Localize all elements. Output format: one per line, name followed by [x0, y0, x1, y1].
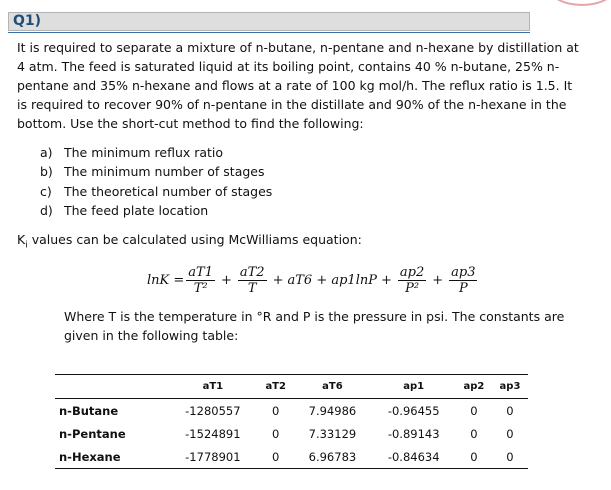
row-label: n-Hexane [59, 449, 121, 464]
table-cell: 0 [506, 426, 514, 441]
equation-middle-term: aT6 + ap1lnP [287, 272, 377, 288]
table-cell: -1524891 [185, 426, 241, 441]
where-line: given in the following table: [64, 328, 239, 343]
list-item [40, 201, 272, 220]
k-values-statement [17, 232, 362, 251]
table-cell: -0.89143 [387, 426, 440, 441]
header-underline [8, 32, 530, 33]
table-cell: -1280557 [185, 403, 241, 418]
list-text: The minimum reflux ratio [64, 145, 224, 160]
problem-line: pentane and 35% n-hexane and flows at a rate of 100 kg mol/h. The reflux ratio is 1.5. It [17, 78, 573, 93]
list-text: The theoretical number of stages [64, 183, 273, 199]
k-values-text: values can be calculated using McWilliams equation: [27, 232, 362, 247]
table-header-row [55, 375, 528, 399]
table-cell: -0.84634 [387, 449, 440, 464]
table-cell: 0 [470, 403, 478, 418]
fraction-term [449, 265, 477, 296]
question-header-bar [8, 12, 530, 31]
problem-line: 4 atm. The feed is saturated liquid at its boiling point, contains 40 % n-butane, 25% n- [17, 59, 560, 74]
problem-statement [17, 38, 577, 133]
fraction-term [398, 265, 426, 296]
plus-sign: + [432, 272, 444, 288]
problem-line: bottom. Use the short-cut method to find the following: [17, 116, 364, 131]
where-statement [64, 307, 584, 345]
problem-line: It is required to separate a mixture of n-butane, n-pentane and n-hexane by distillation at [17, 40, 579, 55]
where-line: Where T is the temperature in °R and P is the pressure in psi. The constants are [64, 309, 565, 324]
list-item [40, 143, 272, 162]
equation-lhs: lnK = [147, 272, 185, 288]
plus-sign: + [220, 272, 232, 288]
numerator: aT1 [188, 264, 213, 280]
column-header [55, 375, 168, 399]
fraction-term [186, 265, 215, 296]
row-label: n-Butane [59, 403, 119, 418]
table-cell: 0 [272, 403, 280, 418]
table-cell: 0 [506, 449, 514, 464]
table-row [55, 399, 528, 423]
list-text: The minimum number of stages [64, 164, 265, 180]
column-header: ap2 [463, 381, 485, 392]
list-marker: d) [40, 202, 53, 218]
denominator: T [247, 280, 257, 296]
mcwilliams-equation [147, 262, 479, 298]
column-header: aT2 [265, 381, 286, 392]
numerator: ap2 [399, 264, 425, 280]
table-cell: 7.33129 [308, 426, 357, 441]
table-cell: 0 [470, 449, 478, 464]
plus-sign: + [272, 272, 284, 288]
plus-sign: + [380, 272, 392, 288]
column-header: ap1 [403, 381, 425, 392]
column-header: aT6 [322, 381, 343, 392]
fraction-term [238, 265, 267, 296]
numerator: ap3 [451, 264, 476, 280]
constants-table [55, 374, 528, 469]
table-cell: 7.94986 [308, 403, 357, 418]
denominator: P [458, 280, 468, 296]
table-row [55, 445, 528, 469]
list-marker: c) [40, 183, 52, 199]
list-item [40, 182, 272, 201]
problem-line: is required to recover 90% of n-pentane in the distillate and 90% of the n-hexane in the [17, 97, 567, 112]
table-cell: 0 [272, 449, 280, 464]
denominator: T² [193, 280, 208, 296]
question-label: Q1) [13, 13, 42, 29]
list-marker: b) [40, 164, 53, 180]
list-marker: a) [40, 145, 53, 160]
table-cell: 0 [470, 426, 478, 441]
column-header: ap3 [499, 381, 521, 392]
task-list [40, 143, 272, 220]
k-symbol: K [17, 232, 26, 247]
table-row [55, 422, 528, 445]
denominator: P² [405, 280, 420, 296]
k-subscript: i [25, 240, 28, 251]
column-header: aT1 [202, 381, 224, 392]
table-cell: 0 [272, 426, 280, 441]
table-cell: -0.96455 [387, 403, 440, 418]
table-cell: 6.96783 [308, 449, 357, 464]
list-item [40, 162, 272, 181]
list-text: The feed plate location [64, 202, 209, 218]
table-cell: -1778901 [185, 449, 241, 464]
row-label: n-Pentane [59, 426, 126, 441]
numerator: aT2 [239, 264, 265, 280]
corner-annotation [547, 0, 611, 6]
table-cell: 0 [506, 403, 514, 418]
